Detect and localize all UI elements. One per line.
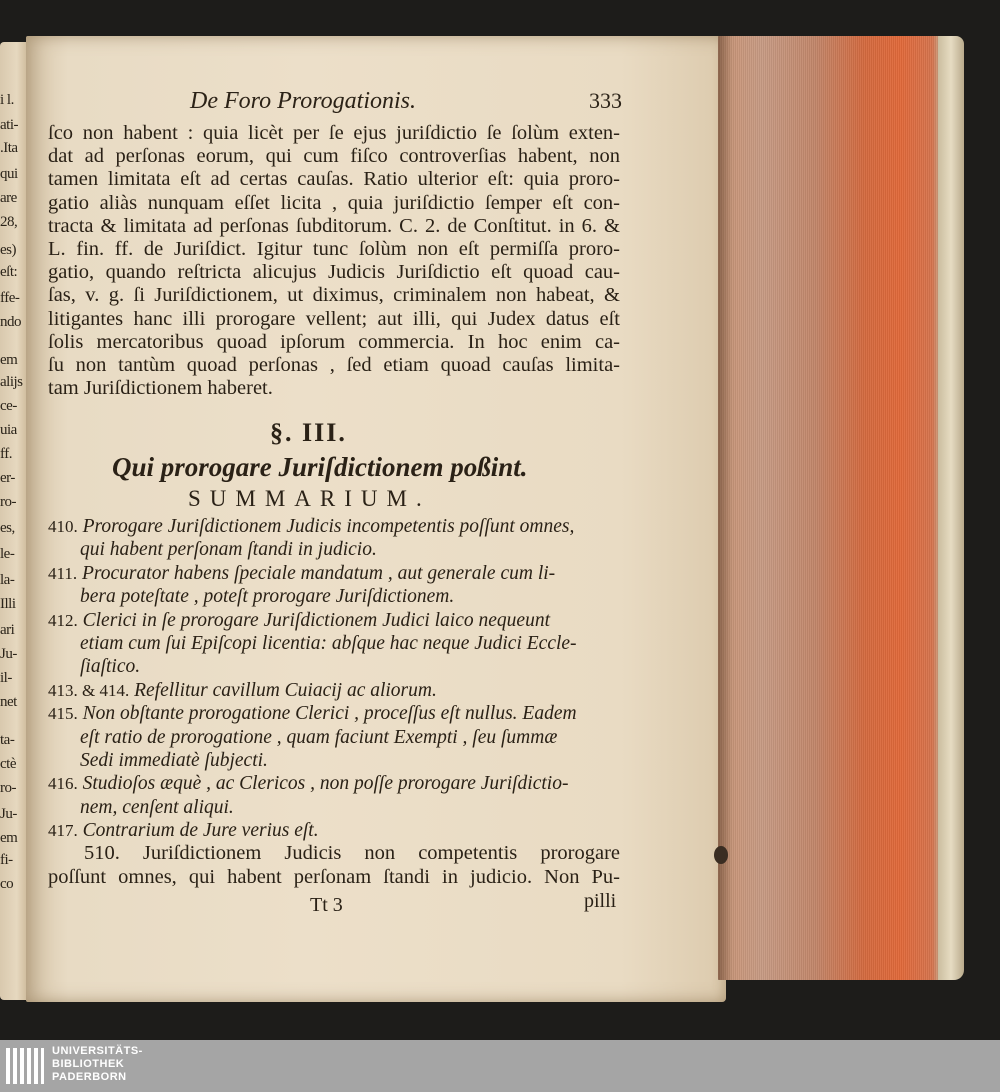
summary-text: Non obſtante prorogatione Clerici , proceſſus eſt nullus. Eadem <box>82 703 577 725</box>
prev-page-fragment: are <box>0 190 17 206</box>
summary-text: eſt ratio de prorogatione , quam faciunt Exempti , ſeu ſummæ <box>80 726 558 748</box>
prev-page-fragment: le- <box>0 546 15 562</box>
previous-page-edge <box>0 42 28 1000</box>
summary-text: Sedi immediatè ſubjecti. <box>80 750 268 771</box>
library-logo-icon <box>4 1046 46 1086</box>
prev-page-fragment: la- <box>0 572 15 588</box>
summary-text: qui habent perſonam ſtandi in judicio. <box>80 539 377 561</box>
summary-text: Prorogare Juriſdictionem Judicis incompetentis poſſunt omnes, <box>82 516 575 537</box>
prev-page-fragment: net <box>0 694 17 710</box>
prev-page-fragment: ati- <box>0 117 18 133</box>
summary-line <box>80 750 620 772</box>
summary-number: 412. <box>48 610 78 630</box>
library-name-line1: UNIVERSITÄTS- <box>52 1045 143 1057</box>
prev-page-fragment: qui <box>0 166 18 182</box>
prev-page-fragment: em <box>0 352 18 368</box>
paragraph-line: gatio, quando reſtricta alicujus Judicis Juriſdictio eſt quoad cau- <box>48 261 620 284</box>
summary-text: etiam cum ſui Epiſcopi licentia: abſque hac neque Judici Eccle- <box>80 633 577 654</box>
paragraph-line: litigantes hanc illi prorogare vellent; aut illi, qui Judex datus eſt <box>48 307 620 330</box>
prev-page-fragment: co <box>0 876 14 892</box>
prev-page-fragment: fi- <box>0 852 13 868</box>
summary-line <box>80 797 620 819</box>
summary-number: 417. <box>48 821 78 841</box>
library-name-line2: BIBLIOTHEK <box>52 1058 125 1070</box>
prev-page-fragment: er- <box>0 470 15 486</box>
summary-text: ſiaſtico. <box>80 656 141 678</box>
prev-page-fragment: ro- <box>0 780 16 796</box>
prev-page-fragment: eſt: <box>0 264 18 280</box>
summary-number: 410. <box>48 517 78 536</box>
prev-page-fragment: ctè <box>0 756 16 772</box>
prev-page-fragment: .Ita <box>0 140 18 156</box>
prev-page-fragment: ari <box>0 622 15 638</box>
prev-page-fragment: em <box>0 830 18 846</box>
section-title: Qui prorogare Juriſdictionem poßint. <box>112 452 528 482</box>
summary-number: 415. <box>48 704 78 724</box>
prev-page-fragment: 28, <box>0 214 18 230</box>
summary-line <box>80 539 620 561</box>
running-head <box>190 88 622 115</box>
book-cover-board <box>938 36 964 980</box>
body-line: 510. Juriſdictionem Judicis non competentis prorogare <box>84 842 620 864</box>
paragraph-line: gatio aliàs nunquam eſſet licita , quia juriſdictio ſemper eſt con- <box>48 191 620 214</box>
summary-text: Clerici in ſe prorogare Juriſdictionem Judici laico nequeunt <box>82 609 550 631</box>
summary-line <box>48 563 620 585</box>
summarium-heading: SUMMARIUM. <box>188 486 431 511</box>
prev-page-fragment: ce- <box>0 398 17 414</box>
summary-line <box>48 610 620 632</box>
summary-line <box>48 820 620 842</box>
prev-page-fragment: Illi <box>0 596 16 612</box>
paragraph-line: ſu non tantùm quoad perſonas , ſed etiam quoad cauſas limita- <box>48 354 620 376</box>
summary-text: bera poteſtate , poteſt prorogare Juriſdictionem. <box>80 586 455 608</box>
prev-page-fragment: es, <box>0 520 15 536</box>
paragraph-line: tam Juriſdictionem haberet. <box>48 377 273 400</box>
library-name <box>52 1045 143 1084</box>
section-marker: §. III. <box>270 418 347 447</box>
prev-page-fragment: Ju- <box>0 806 17 822</box>
running-head-title: De Foro Prorogationis. <box>190 88 416 114</box>
paragraph-line: tracta & limitata ad perſonas ſubditorum. C. 2. de Conſtitut. in 6. & <box>48 214 620 237</box>
summary-number: 416. <box>48 774 78 794</box>
paragraph-line: tamen limitata eſt ad certas cauſas. Ratio ulterior eſt: quia proro- <box>48 168 620 191</box>
summary-line <box>48 773 620 795</box>
summary-text: Refellitur cavillum Cuiacij ac aliorum. <box>134 679 437 701</box>
book-fore-edge <box>718 36 962 980</box>
paragraph-line: ſolis mercatoribus quoad ipſorum commercia. In hoc enim ca- <box>48 330 620 353</box>
summary-line <box>48 516 620 538</box>
prev-page-fragment: ff. <box>0 446 12 462</box>
library-footer <box>0 1040 1000 1092</box>
gutter-shadow <box>718 36 732 980</box>
prev-page-fragment: ndo <box>0 314 21 330</box>
catchword: pilli <box>584 890 617 912</box>
summary-text: nem, cenſent aliqui. <box>80 796 234 818</box>
prev-page-fragment: ro- <box>0 494 16 510</box>
library-name-line3: PADERBORN <box>52 1071 127 1083</box>
summary-line <box>48 680 620 702</box>
prev-page-fragment: ffe- <box>0 290 20 306</box>
summary-line <box>80 633 620 655</box>
prev-page-fragment: il- <box>0 670 12 686</box>
prev-page-fragment: i l. <box>0 92 14 108</box>
signature-mark: Tt 3 <box>310 894 343 916</box>
summary-text: Procurator habens ſpeciale mandatum , aut generale cum li- <box>82 562 556 584</box>
summary-line <box>80 727 620 749</box>
prev-page-fragment: alijs <box>0 374 23 390</box>
paragraph-line: dat ad perſonas eorum, qui cum fiſco controverſias habent, non <box>48 145 620 168</box>
paragraph-line: ſco non habent : quia licèt per ſe ejus juriſdictio ſe ſolùm exten- <box>48 122 620 144</box>
body-line: poſſunt omnes, qui habent perſonam ſtandi in judicio. Non Pu- <box>48 866 620 888</box>
prev-page-fragment: es) <box>0 242 16 258</box>
ink-stain <box>714 846 728 864</box>
summary-text: Studioſos æquè , ac Clericos , non poſſe prorogare Juriſdictio- <box>82 773 569 795</box>
prev-page-fragment: ta- <box>0 732 15 748</box>
summary-line <box>80 586 620 608</box>
paragraph-line: L. fin. ff. de Juriſdict. Igitur tunc ſolùm non eſt permiſſa proro- <box>48 238 620 260</box>
prev-page-fragment: uia <box>0 422 17 438</box>
summary-number: 413. & 414. <box>48 680 130 700</box>
summary-line <box>48 703 620 725</box>
page-number: 333 <box>589 88 622 113</box>
summary-number: 411. <box>48 563 78 583</box>
prev-page-fragment: Ju- <box>0 646 17 662</box>
summary-line <box>80 656 620 678</box>
paragraph-line: ſas, v. g. ſi Juriſdictionem, ut diximus, criminalem non habeat, & <box>48 284 620 307</box>
summary-text: Contrarium de Jure verius eſt. <box>82 820 319 842</box>
